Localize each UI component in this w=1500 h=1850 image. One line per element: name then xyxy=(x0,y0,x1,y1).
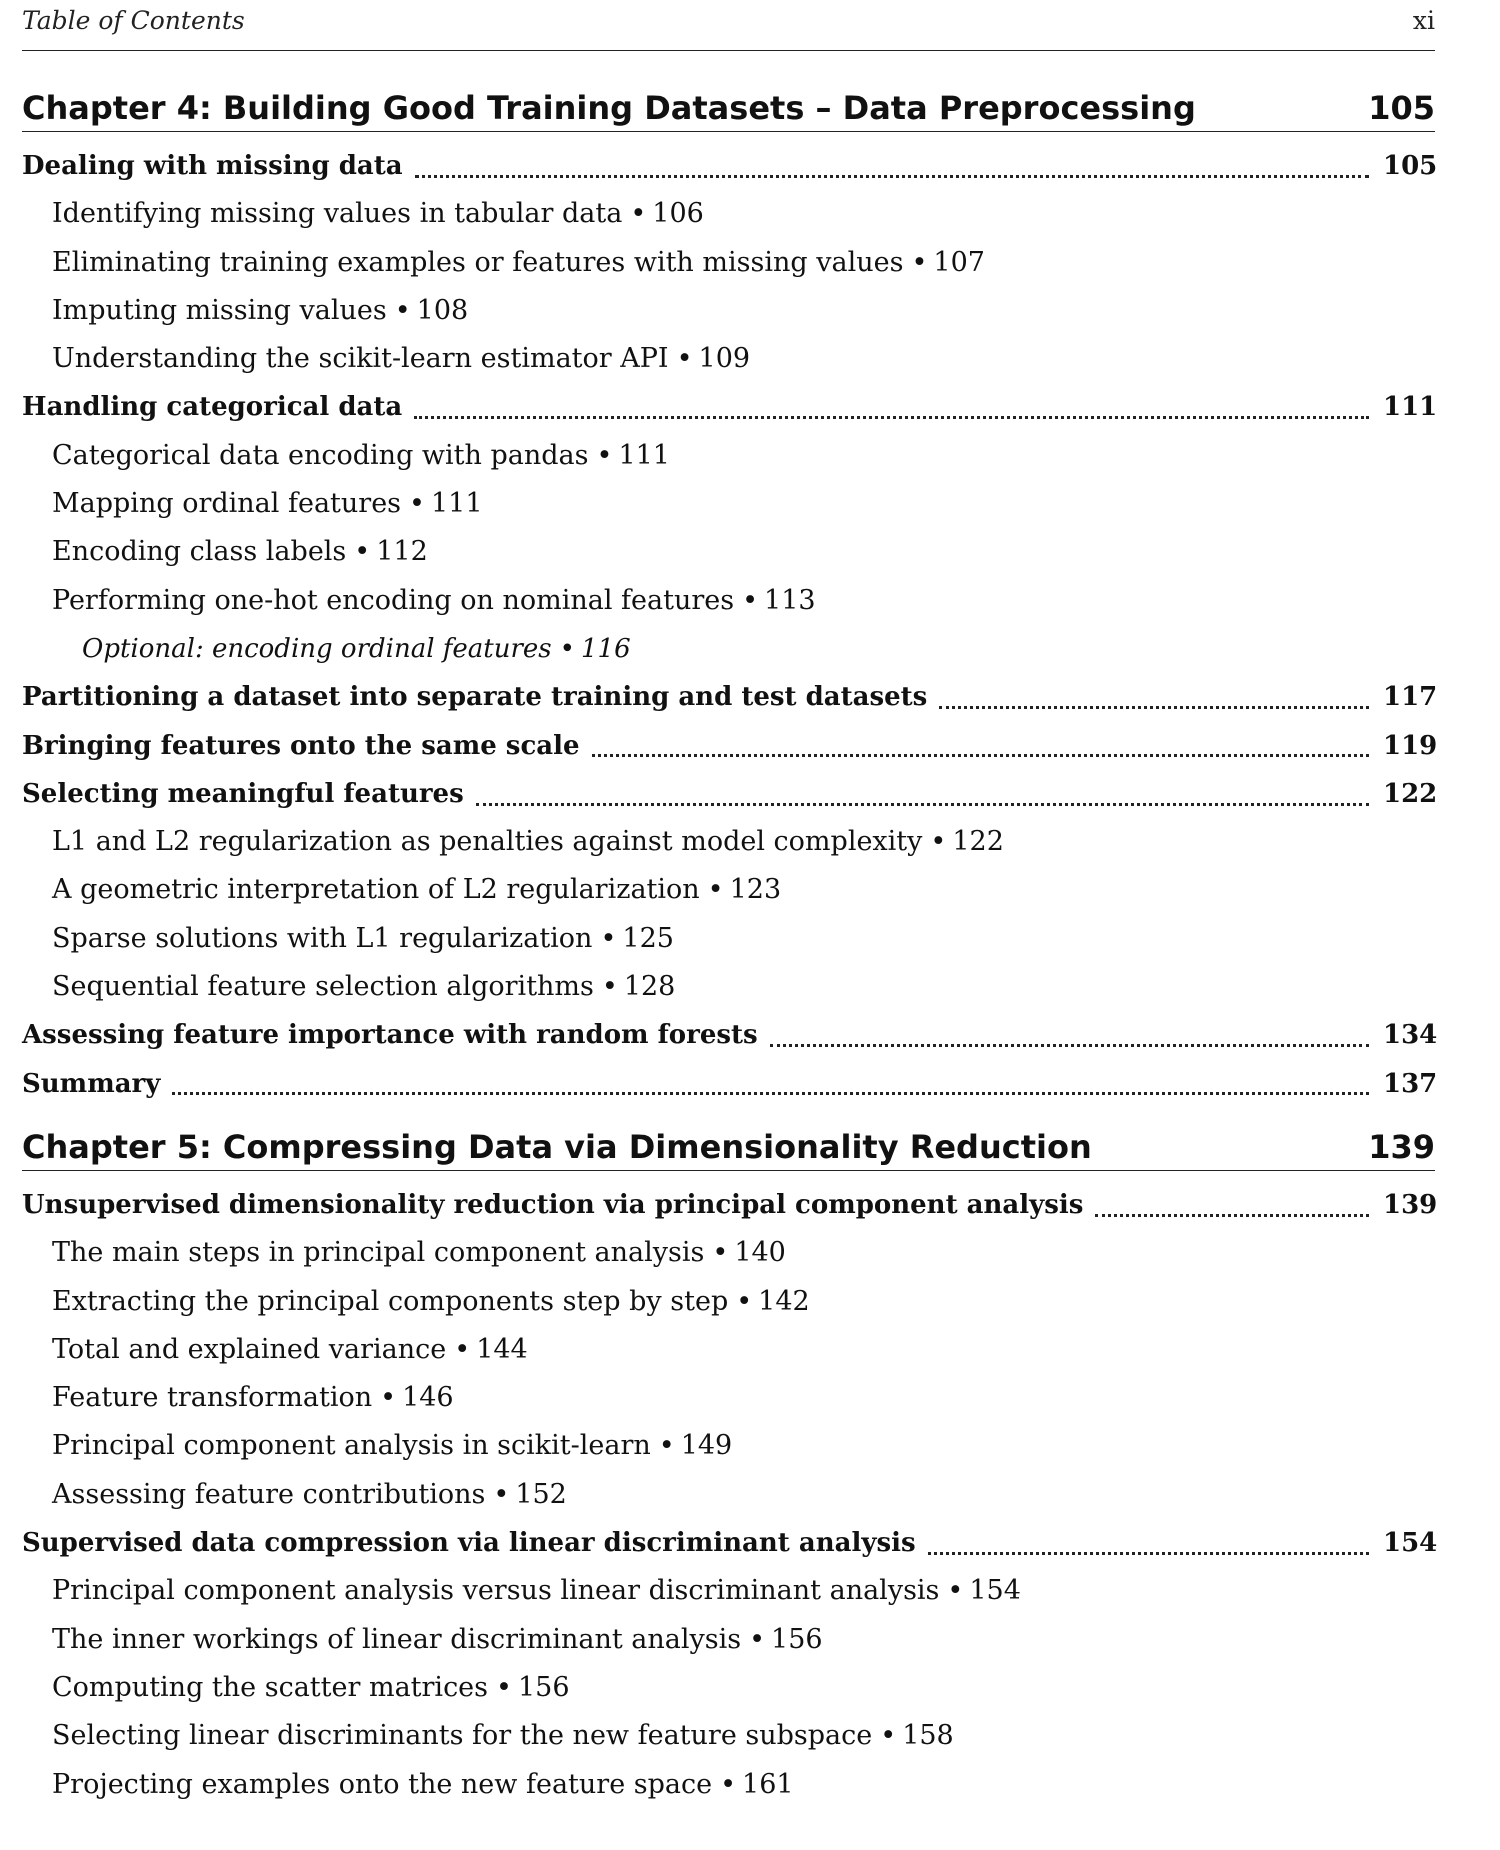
toc-subsection-entry[interactable] xyxy=(22,1616,1435,1664)
subsection-page-number: 111 xyxy=(430,488,483,520)
subsection-page-number: 140 xyxy=(734,1237,786,1269)
subsection-page-number: 154 xyxy=(969,1575,1021,1607)
chapter-entries xyxy=(22,1171,1438,1809)
toc-subsection-entry[interactable] xyxy=(22,1761,1435,1809)
dot-leader xyxy=(770,1044,1369,1047)
toc-subsection-entry[interactable] xyxy=(22,239,1435,287)
section-label: Partitioning a dataset into separate training and test datasets xyxy=(22,682,928,713)
toc-subsection-entry[interactable] xyxy=(22,335,1435,383)
section-page-number: 137 xyxy=(1383,1068,1438,1099)
toc-subsection-entry[interactable] xyxy=(22,528,1435,576)
bullet-separator: • xyxy=(736,1285,753,1317)
chapter-heading[interactable] xyxy=(22,87,1435,132)
toc-subsection-entry[interactable] xyxy=(22,1374,1435,1422)
chapter-page-number: 105 xyxy=(1368,89,1435,127)
running-head-page-number: xi xyxy=(1412,6,1435,35)
toc-subsection-entry[interactable] xyxy=(22,915,1435,963)
toc-subsection-entry[interactable] xyxy=(22,1422,1435,1470)
subsection-label: Computing the scatter matrices xyxy=(52,1671,489,1703)
chapter-title: Chapter 5: Compressing Data via Dimensionality Reduction xyxy=(22,1127,1092,1166)
bullet-separator: • xyxy=(658,1430,675,1462)
running-head xyxy=(22,0,1435,51)
bullet-separator: • xyxy=(707,874,724,906)
subsection-label: The main steps in principal component analysis xyxy=(52,1237,705,1269)
subsection-page-number: 128 xyxy=(623,971,676,1003)
toc-section-entry[interactable] xyxy=(22,722,1438,770)
toc-section-entry[interactable] xyxy=(22,1060,1438,1108)
dot-leader xyxy=(1095,1214,1369,1217)
toc-section-entry[interactable] xyxy=(22,1519,1438,1567)
section-page-number: 105 xyxy=(1383,151,1438,181)
subsection-page-number: 156 xyxy=(771,1623,823,1655)
toc-section-entry[interactable] xyxy=(22,142,1438,190)
section-page-number: 111 xyxy=(1383,392,1438,423)
subsection-label: A geometric interpretation of L2 regularization xyxy=(52,874,700,906)
bullet-separator: • xyxy=(911,246,928,278)
bullet-separator: • xyxy=(354,536,371,568)
toc-subsection-entry[interactable] xyxy=(22,1664,1435,1712)
section-label: Assessing feature importance with random forests xyxy=(22,1020,758,1051)
subsection-label: Categorical data encoding with pandas xyxy=(52,439,589,471)
subsection-page-number: 116 xyxy=(581,633,631,664)
toc-subsection-entry[interactable] xyxy=(22,190,1435,238)
subsection-label: Mapping ordinal features xyxy=(52,488,402,520)
bullet-separator: • xyxy=(720,1768,737,1800)
section-page-number: 134 xyxy=(1383,1020,1438,1051)
bullet-separator: • xyxy=(596,439,613,471)
toc-subsection-entry[interactable] xyxy=(22,1471,1435,1519)
subsection-page-number: 158 xyxy=(902,1720,954,1752)
toc-subsection-entry[interactable] xyxy=(22,963,1435,1011)
section-label: Bringing features onto the same scale xyxy=(22,730,580,761)
section-label: Unsupervised dimensionality reduction via principal component analysis xyxy=(22,1189,1084,1220)
subsection-label: Understanding the scikit-learn estimator API xyxy=(52,343,669,375)
subsection-page-number: 113 xyxy=(764,584,816,616)
toc-section-entry[interactable] xyxy=(22,673,1438,721)
section-page-number: 119 xyxy=(1383,730,1438,761)
dot-leader xyxy=(172,1092,1369,1095)
dot-leader xyxy=(414,416,1369,419)
subsection-page-number: 122 xyxy=(952,826,1004,858)
section-label: Selecting meaningful features xyxy=(22,778,464,809)
subsection-label: Eliminating training examples or features with missing values xyxy=(52,246,904,278)
toc-subsection-entry[interactable] xyxy=(22,480,1435,528)
toc-subsection-entry[interactable] xyxy=(22,1229,1435,1277)
subsection-label: Selecting linear discriminants for the new feature subspace xyxy=(52,1720,873,1752)
subsection-page-number: 112 xyxy=(376,536,428,568)
toc-section-entry[interactable] xyxy=(22,1011,1438,1059)
subsection-label: Extracting the principal components step by step xyxy=(52,1285,729,1317)
toc-section-entry[interactable] xyxy=(22,1181,1438,1229)
subsection-label: Optional: encoding ordinal features xyxy=(82,633,552,664)
bullet-separator: • xyxy=(947,1575,964,1607)
bullet-separator: • xyxy=(394,294,411,326)
bullet-separator: • xyxy=(676,343,693,375)
dot-leader xyxy=(928,1552,1369,1555)
bullet-separator: • xyxy=(601,971,618,1003)
subsection-page-number: 152 xyxy=(515,1478,567,1510)
subsection-label: Projecting examples onto the new feature space xyxy=(52,1768,713,1800)
section-page-number: 122 xyxy=(1383,778,1438,809)
bullet-separator: • xyxy=(930,826,947,858)
bullet-separator: • xyxy=(712,1237,729,1269)
subsection-page-number: 144 xyxy=(476,1333,528,1365)
toc-subsection-entry[interactable] xyxy=(22,577,1435,625)
subsection-label: Assessing feature contributions xyxy=(52,1478,486,1510)
subsection-label: Sparse solutions with L1 regularization xyxy=(52,922,593,954)
bullet-separator: • xyxy=(630,198,647,230)
subsection-page-number: 142 xyxy=(758,1285,810,1317)
toc-subsection-entry[interactable] xyxy=(22,866,1435,914)
bullet-separator: • xyxy=(454,1333,471,1365)
subsection-label: Imputing missing values xyxy=(52,294,387,326)
chapter-4 xyxy=(22,87,1438,1108)
subsection-page-number: 149 xyxy=(680,1430,733,1462)
running-head-title: Table of Contents xyxy=(22,6,245,35)
toc-page xyxy=(22,0,1438,1809)
bullet-separator: • xyxy=(742,584,759,616)
section-label: Dealing with missing data xyxy=(22,151,403,181)
dot-leader xyxy=(476,803,1369,806)
subsection-label: Encoding class labels xyxy=(52,536,347,568)
toc-subsection-entry[interactable] xyxy=(22,432,1435,480)
bullet-separator: • xyxy=(380,1382,397,1414)
dot-leader xyxy=(415,175,1369,178)
bullet-separator: • xyxy=(409,488,425,520)
subsection-page-number: 146 xyxy=(402,1382,454,1414)
toc-subsubsection-entry[interactable] xyxy=(22,625,1435,673)
subsection-page-number: 123 xyxy=(729,874,782,906)
subsection-label: Sequential feature selection algorithms xyxy=(52,971,594,1003)
subsection-page-number: 109 xyxy=(698,343,751,375)
subsection-label: Principal component analysis in scikit-learn xyxy=(52,1430,651,1462)
section-page-number: 139 xyxy=(1383,1189,1438,1220)
bullet-separator: • xyxy=(880,1720,897,1752)
subsection-page-number: 125 xyxy=(622,922,674,954)
subsection-label: L1 and L2 regularization as penalties against model complexity xyxy=(52,826,923,858)
section-page-number: 117 xyxy=(1383,682,1438,713)
bullet-separator: • xyxy=(749,1623,766,1655)
subsection-page-number: 111 xyxy=(618,439,670,471)
subsection-label: Performing one-hot encoding on nominal features xyxy=(52,584,735,616)
section-page-number: 154 xyxy=(1383,1528,1438,1559)
subsection-label: Principal component analysis versus linear discriminant analysis xyxy=(52,1575,940,1607)
subsection-label: Identifying missing values in tabular data xyxy=(52,198,623,230)
section-label: Supervised data compression via linear discriminant analysis xyxy=(22,1528,916,1559)
chapter-5 xyxy=(22,1126,1438,1809)
bullet-separator: • xyxy=(496,1671,512,1703)
subsection-label: Total and explained variance xyxy=(52,1333,447,1365)
bullet-separator: • xyxy=(559,633,575,664)
subsection-label: Feature transformation xyxy=(52,1382,373,1414)
chapter-entries xyxy=(22,132,1438,1108)
dot-leader xyxy=(939,706,1369,709)
chapter-heading[interactable] xyxy=(22,1126,1435,1171)
toc-section-entry[interactable] xyxy=(22,770,1438,818)
bullet-separator: • xyxy=(493,1478,510,1510)
chapter-page-number: 139 xyxy=(1368,1127,1435,1166)
toc-subsection-entry[interactable] xyxy=(22,818,1435,866)
dot-leader xyxy=(592,754,1369,757)
toc-subsection-entry[interactable] xyxy=(22,1326,1435,1374)
subsection-page-number: 107 xyxy=(933,246,985,278)
subsection-page-number: 106 xyxy=(652,198,704,230)
subsection-page-number: 161 xyxy=(742,1768,794,1800)
toc-subsection-entry[interactable] xyxy=(22,1712,1435,1760)
section-label: Summary xyxy=(22,1068,161,1099)
toc-subsection-entry[interactable] xyxy=(22,1567,1435,1615)
toc-subsection-entry[interactable] xyxy=(22,287,1435,335)
subsection-page-number: 156 xyxy=(517,1671,570,1703)
section-label: Handling categorical data xyxy=(22,392,403,423)
toc-subsection-entry[interactable] xyxy=(22,1278,1435,1326)
subsection-label: The inner workings of linear discriminant analysis xyxy=(52,1623,742,1655)
subsection-page-number: 108 xyxy=(416,294,469,326)
bullet-separator: • xyxy=(600,922,617,954)
chapter-title: Chapter 4: Building Good Training Datasets – Data Preprocessing xyxy=(22,89,1196,127)
toc-section-entry[interactable] xyxy=(22,383,1438,431)
